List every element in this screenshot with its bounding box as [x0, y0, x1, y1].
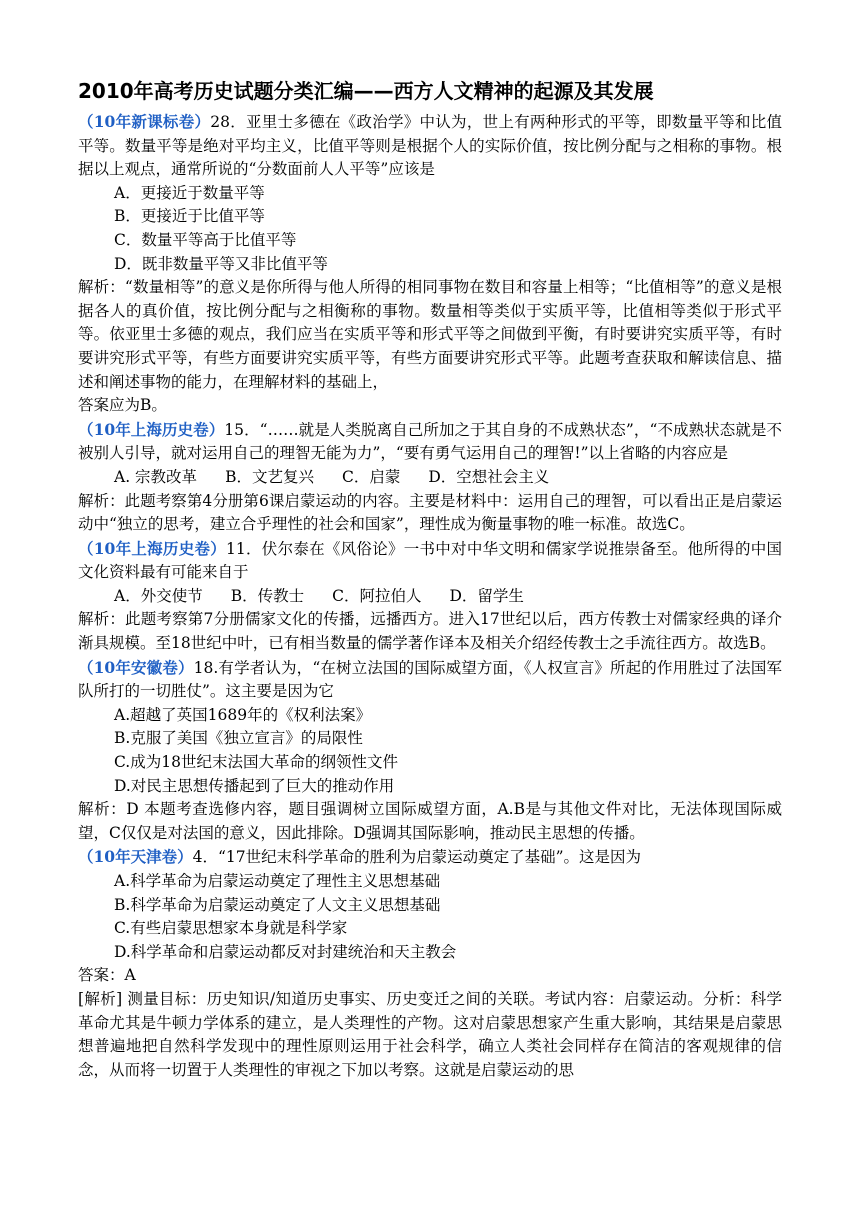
analysis-text: [解析] 测量目标：历史知识/知道历史事实、历史变迁之间的关联。考试内容：启蒙运动。分析：科学革命尤其是牛顿力学体系的建立，是人类理性的产物。这对启蒙思想家产生重大影响，其结果是启蒙思想普遍地把自然科学发现中的理性原则运用于社会科学，确立人类社会同样存在简洁的客观规律的信念，从而将一切置于人类理性的审视之下加以考察。这就是启蒙运动的思 [78, 989, 782, 1079]
option-c: C．数量平等高于比值平等 [114, 230, 297, 249]
option-c: C．启蒙 [341, 467, 401, 486]
question-text: 18.有学者认为，“在树立法国的国际威望方面，《人权宣言》所起的作用胜过了法国军队所打的一切胜仗”。这主要是因为它 [78, 658, 782, 701]
question-source: （10年新课标卷） [78, 112, 211, 131]
option-c: C.成为18世纪末法国大革命的纲领性文件 [114, 753, 398, 772]
option-d: D.对民主思想传播起到了巨大的推动作用 [114, 776, 395, 795]
option-d: D.科学革命和启蒙运动都反对封建统治和天主教会 [114, 942, 457, 961]
question-block [78, 418, 782, 537]
question-text: 4．“17世纪末科学革命的胜利为启蒙运动奠定了基础”。这是因为 [192, 848, 642, 867]
option-a: A．更接近于数量平等 [114, 183, 265, 202]
option-a: A. 宗教改革 [114, 467, 198, 486]
question-source: （10年天津卷） [78, 847, 193, 867]
question-block [78, 656, 782, 846]
question-text: 28．亚里士多德在《政治学》中认为，世上有两种形式的平等，即数量平等和比值平等。数量平等是绝对平均主义，比值平等则是根据个人的实际价值，按比例分配与之相称的事物。根据以上观点，通常所说的“分数面前人人平等”应该是 [78, 113, 782, 179]
option-a: A.超越了英国1689年的《权利法案》 [114, 705, 372, 724]
analysis-text: 解析：“数量相等”的意义是你所得与他人所得的相同事物在数目和容量上相等；“比值相等”的意义是根据各人的真价值，按比例分配与之相衡称的事物。数量相等类似于实质平等，比值相等类似于形式平等。依亚里士多德的观点，我们应当在实质平等和形式平等之间做到平衡，有时要讲究实质平等，有时要讲究形式平等，有些方面要讲究实质平等，有些方面要讲究形式平等。此题考查获取和解读信息、描述和阐述事物的能力，在理解材料的基础上， [78, 278, 782, 391]
options-row [78, 585, 782, 609]
question-text: 11．伏尔泰在《风俗论》一书中对中华文明和儒家学说推崇备至。他所得的中国文化资料最有可能来自于 [78, 539, 782, 582]
question-block [78, 110, 782, 418]
analysis-text: 解析：此题考察第4分册第6课启蒙运动的内容。主要是材料中：运用自己的理智，可以看出正是启蒙运动中“独立的思考，建立合乎理性的社会和国家”，理性成为衡量事物的唯一标准。故选C。 [78, 491, 782, 534]
question-stem [78, 537, 782, 585]
option-b: B.克服了美国《独立宣言》的局限性 [114, 729, 363, 748]
option-c: C．阿拉伯人 [332, 586, 422, 605]
option-d: D．既非数量平等又非比值平等 [114, 254, 328, 273]
option-d: D．留学生 [449, 586, 524, 605]
options-row [78, 466, 782, 490]
option-a: A．外交使节 [114, 586, 203, 605]
answer-text: 答案：A [78, 966, 136, 985]
option-b: B．更接近于比值平等 [114, 207, 265, 226]
question-block [78, 537, 782, 656]
question-stem [78, 656, 782, 704]
option-c: C.有些启蒙思想家本身就是科学家 [114, 919, 348, 938]
analysis-text: 解析：D 本题考查选修内容，题目强调树立国际威望方面，A.B是与其他文件对比，无法体现国际威望，C仅仅是对法国的意义，因此排除。D强调其国际影响，推动民主思想的传播。 [78, 800, 782, 842]
question-source: （10年上海历史卷） [78, 538, 227, 558]
question-block [78, 845, 782, 1082]
option-b: B.科学革命为启蒙运动奠定了人文主义思想基础 [114, 895, 441, 914]
document-page [78, 76, 782, 1082]
question-source: （10年上海历史卷） [78, 419, 225, 439]
question-stem [78, 845, 782, 870]
question-stem [78, 110, 782, 182]
document-title: 2010年高考历史试题分类汇编——西方人文精神的起源及其发展 [78, 79, 654, 103]
option-b: B．文艺复兴 [225, 467, 314, 486]
question-stem [78, 418, 782, 466]
option-b: B．传教士 [230, 586, 305, 605]
question-source: （10年安徽卷） [78, 657, 194, 677]
option-d: D．空想社会主义 [428, 467, 550, 486]
answer-text: 答案应为B。 [78, 396, 167, 415]
analysis-text: 解析：此题考察第7分册儒家文化的传播，远播西方。进入17世纪以后，西方传教士对儒家经典的译介渐具规模。至18世纪中叶，已有相当数量的儒学著作译本及相关介绍经传教士之手流往西方。故选B。 [78, 610, 782, 653]
question-text: 15．“……就是人类脱离自己所加之于其自身的不成熟状态”，“不成熟状态就是不被别人引导，就对运用自己的理智无能为力”，“要有勇气运用自己的理智!”以上省略的内容应是 [78, 420, 783, 463]
option-a: A.科学革命为启蒙运动奠定了理性主义思想基础 [114, 872, 441, 890]
